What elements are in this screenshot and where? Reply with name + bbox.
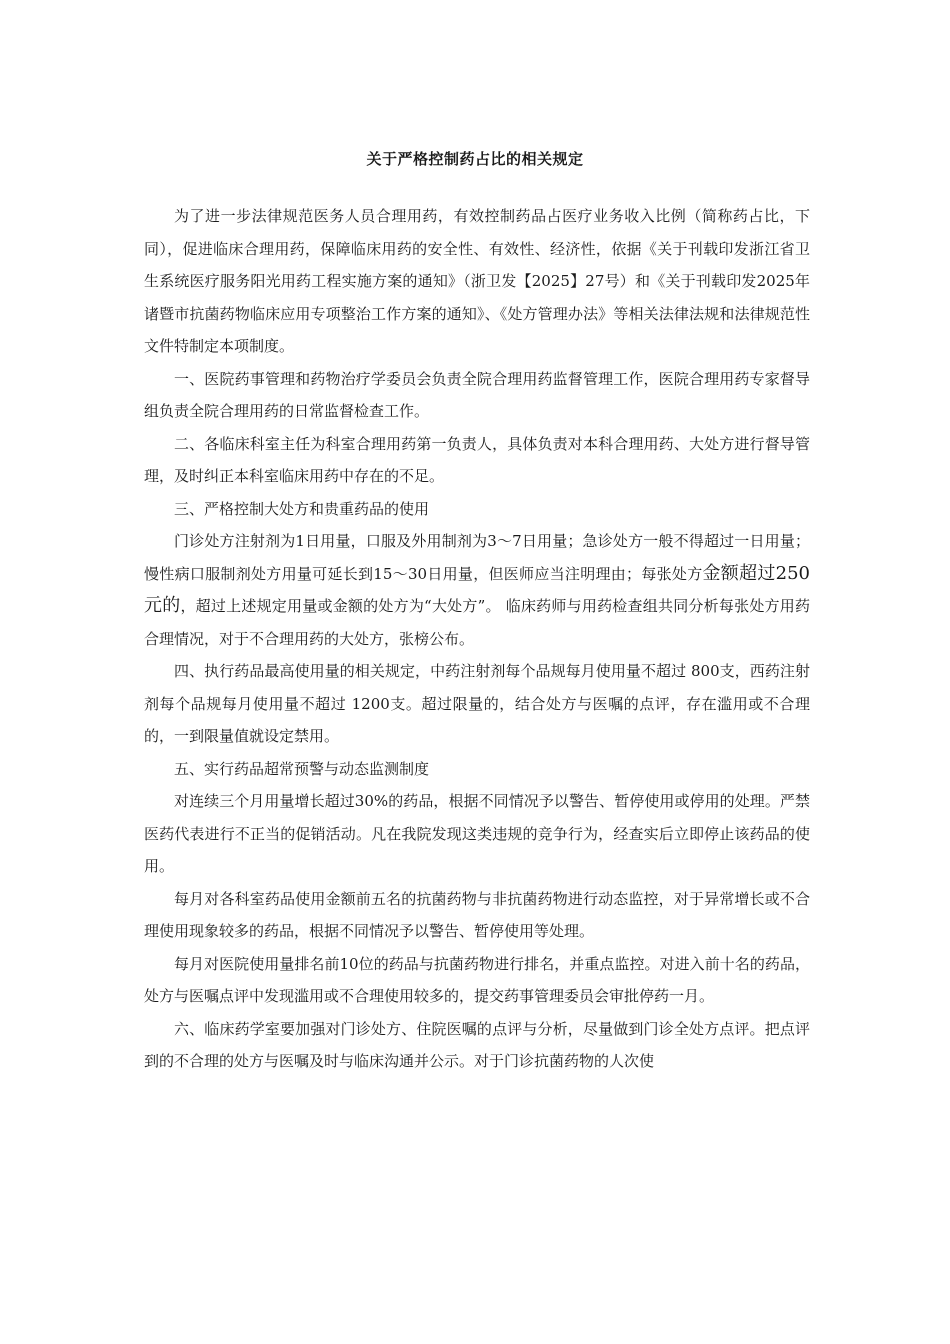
paragraph-section-6: 六、临床药学室要加强对门诊处方、住院医嘱的点评与分析，尽量做到门诊全处方点评。把点评到的不合理的处方与医嘱及时与临床沟通并公示。对于门诊抗菌药物的人次使 (144, 1019, 810, 1070)
document-title: 关于严格控制药占比的相关规定 (366, 150, 584, 168)
paragraph-section-1: 一、医院药事管理和药物治疗学委员会负责全院合理用药监督管理工作，医院合理用药专家督导组负责全院合理用药的日常监督检查工作。 (144, 369, 810, 420)
prescription-text-1: 门诊处方注射剂为1日用量，口服及外用制剂为3～7日用量；急诊处方一般不得超过一日用量；慢性病口服制剂处方用量可延长到15～30日用量，但医师应当注明理由；每张处方 (144, 532, 810, 583)
document-body (144, 200, 810, 1078)
paragraph-section-3-heading: 三、严格控制大处方和贵重药品的使用 (174, 499, 430, 518)
paragraph-growth-warning: 对连续三个月用量增长超过30%的药品，根据不同情况予以警告、暂停使用或停用的处理。严禁医药代表进行不正当的促销活动。凡在我院发现这类违规的竞争行为，经查实后立即停止该药品的使用。 (144, 792, 810, 875)
prescription-text-2: ，超过上述规定用量或金额的处方为“大处方”。 临床药师与用药检查组共同分析每张处方用药合理情况，对于不合理用药的大处方，张榜公布。 (144, 597, 811, 648)
prescription-amount-emphasis: 金额超过250元的 (144, 562, 811, 616)
paragraph-top-ten-ranking: 每月对医院使用量排名前10位的药品与抗菌药物进行排名，并重点监控。对进入前十名的药品，处方与医嘱点评中发现滥用或不合理使用较多的，提交药事管理委员会审批停药一月。 (144, 954, 810, 1005)
paragraph-top-five-monitoring: 每月对各科室药品使用金额前五名的抗菌药物与非抗菌药物进行动态监控，对于异常增长或不合理使用现象较多的药品，根据不同情况予以警告、暂停使用等处理。 (144, 889, 810, 940)
paragraph-prescription-rules (144, 525, 810, 655)
paragraph-section-4: 四、执行药品最高使用量的相关规定，中药注射剂每个品规每月使用量不超过 800支，西药注射剂每个品规每月使用量不超过 1200支。超过限量的，结合处方与医嘱的点评，存在滥用或不合理的，一到限量值就设定禁用。 (144, 662, 810, 745)
paragraph-intro: 为了进一步法律规范医务人员合理用药，有效控制药品占医疗业务收入比例（简称药占比，下同），促进临床合理用药，保障临床用药的安全性、有效性、经济性，依据《关于刊载印发浙江省卫生系统医疗服务阳光用药工程实施方案的通知》（浙卫发【2025】27号）和《关于刊载印发2025年诸暨市抗菌药物临床应用专项整治工作方案的通知》、《处方管理办法》等相关法律法规和法律规范性文件特制定本项制度。 (144, 207, 810, 355)
paragraph-section-2: 二、各临床科室主任为科室合理用药第一负责人，具体负责对本科合理用药、大处方进行督导管理，及时纠正本科室临床用药中存在的不足。 (144, 434, 810, 485)
paragraph-section-5-heading: 五、实行药品超常预警与动态监测制度 (174, 759, 430, 778)
